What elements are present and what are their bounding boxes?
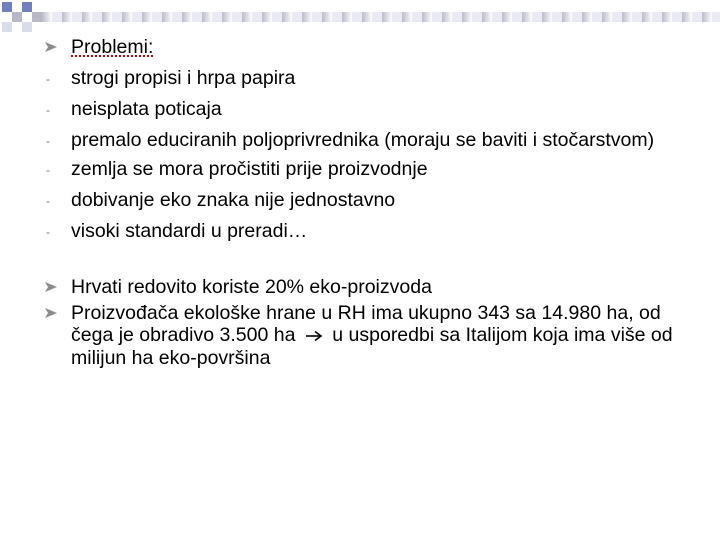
problem-text: premalo educiranih poljoprivrednika (moraju se baviti i stočarstvom) [71, 129, 655, 151]
problem-text: zemlja se mora pročistiti prije proizvodnje [71, 158, 428, 180]
dash-bullet-icon: - [46, 194, 50, 208]
dash-bullet-icon: - [46, 163, 50, 177]
list-item [44, 158, 684, 180]
checker-squares [2, 2, 42, 32]
dash-bullet-icon: - [46, 225, 50, 239]
problem-text: strogi propisi i hrpa papira [71, 67, 296, 89]
list-item [44, 98, 684, 120]
arrow-right-icon [305, 325, 323, 347]
list-item [44, 189, 684, 211]
dash-bullet-icon: - [46, 134, 50, 148]
header-decoration [0, 0, 720, 40]
bullet-problems [44, 36, 684, 58]
fact-text-after-arrow: u usporedbi sa Italijom koja ima više od milijun ha eko-površina [71, 324, 673, 369]
problem-text: neisplata poticaja [71, 98, 222, 120]
bullet-fact-producers [44, 302, 684, 369]
list-item [44, 67, 684, 89]
problem-text: dobivanje eko znaka nije jednostavno [71, 189, 396, 211]
fact-text: Hrvati redovito koriste 20% eko-proizvoda [71, 276, 432, 298]
dash-bullet-icon: - [46, 103, 50, 117]
slide-content [44, 36, 684, 373]
spacer [44, 251, 684, 276]
problems-heading: Problemi: [71, 36, 154, 58]
list-item [44, 220, 684, 242]
fact-text-before-arrow: Proizvođača ekološke hrane u RH ima ukupno 343 sa 14.980 ha, od čega je obradivo 3.500 ha [71, 302, 661, 346]
dash-bullet-icon: - [46, 72, 50, 86]
list-item [44, 129, 684, 151]
checker-banner [0, 0, 720, 40]
bullet-fact-usage [44, 276, 684, 298]
problem-text: visoki standardi u preradi… [71, 220, 308, 242]
